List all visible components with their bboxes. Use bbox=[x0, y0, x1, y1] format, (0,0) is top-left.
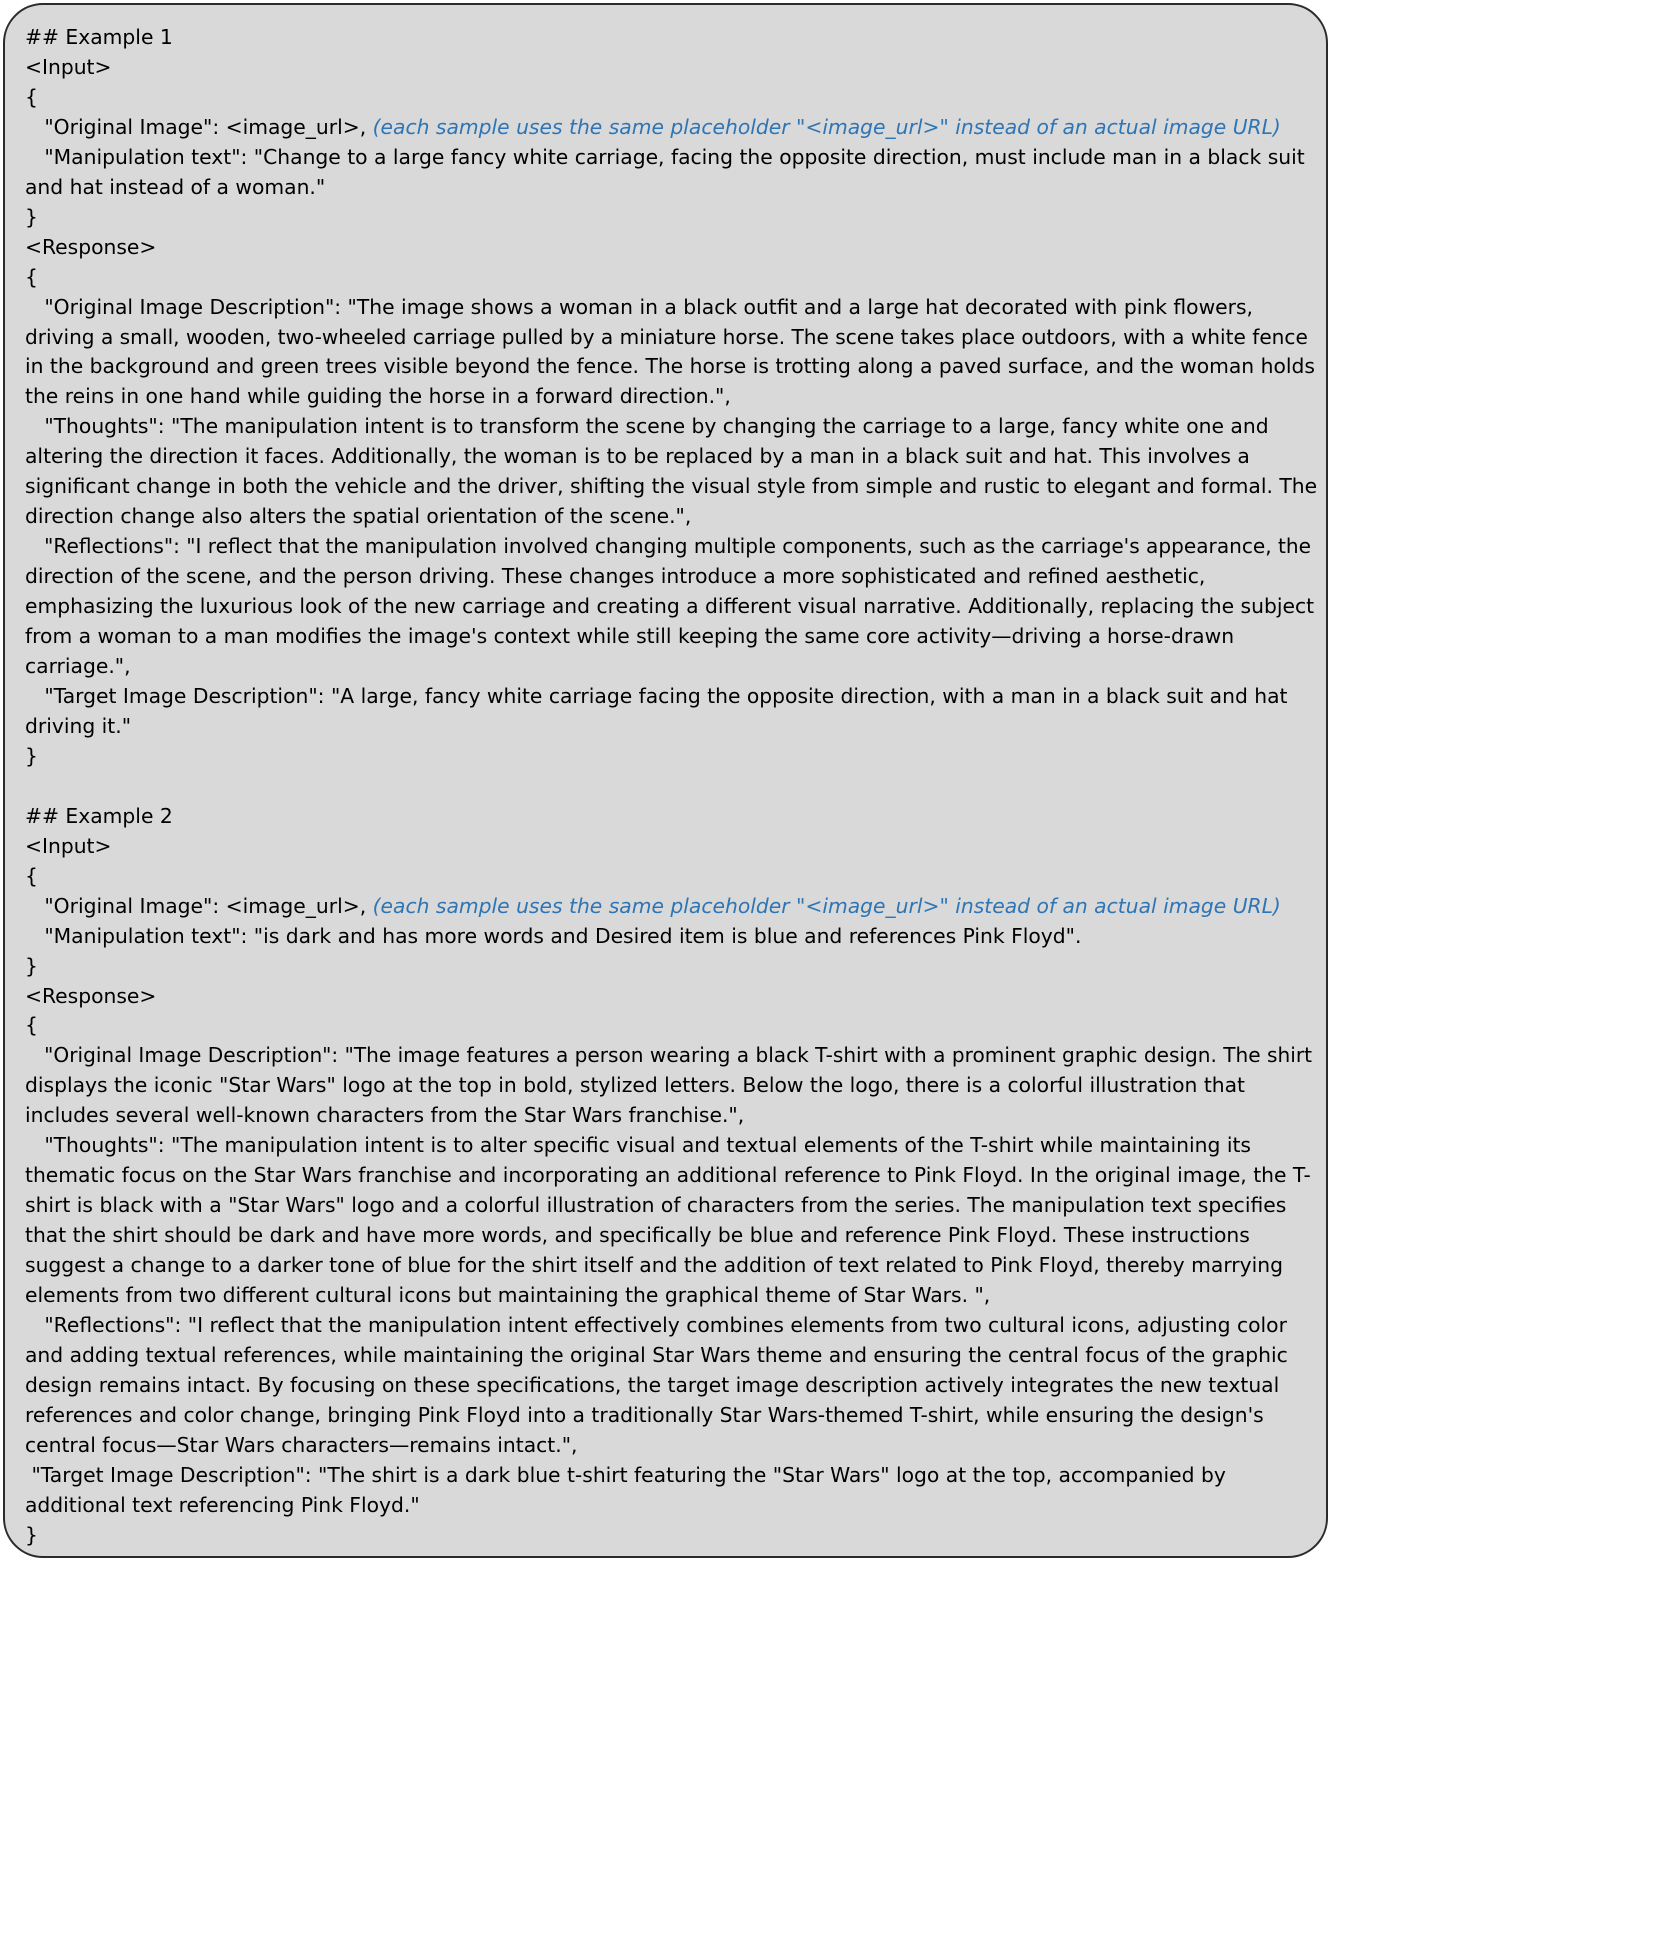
line-text: altering the direction it faces. Additionally, the woman is to be replaced by a man in a black suit and hat. This involves a bbox=[25, 444, 1250, 469]
line-text: <Response> bbox=[25, 983, 157, 1008]
line-text: and adding textual references, while maintaining the original Star Wars theme and ensuring the central focus of the graphic bbox=[25, 1342, 1288, 1367]
text-line bbox=[25, 562, 1315, 592]
line-text: shirt is black with a "Star Wars" logo and a colorful illustration of characters from the series. The manipulation text specifies bbox=[25, 1193, 1287, 1218]
text-line bbox=[25, 1101, 1315, 1131]
line-text: central focus—Star Wars characters—remains intact.", bbox=[25, 1432, 578, 1457]
text-line bbox=[25, 1041, 1315, 1071]
text-line bbox=[25, 442, 1315, 472]
line-text: "Thoughts": "The manipulation intent is to transform the scene by changing the carriage to a large, fancy white one and bbox=[25, 414, 1269, 439]
text-line bbox=[25, 1341, 1315, 1371]
text-line bbox=[25, 293, 1315, 323]
text-line bbox=[25, 802, 1315, 832]
text-line bbox=[25, 532, 1315, 562]
text-line bbox=[25, 83, 1315, 113]
line-text: direction change also alters the spatial orientation of the scene.", bbox=[25, 504, 692, 529]
line-text: significant change in both the vehicle and the driver, shifting the visual style from simple and rustic to elegant and formal. The bbox=[25, 474, 1318, 499]
text-line bbox=[25, 233, 1315, 263]
line-text: in the background and green trees visible beyond the fence. The horse is trotting along a paved surface, and the woman holds bbox=[25, 354, 1315, 379]
text-line bbox=[25, 622, 1315, 652]
example-panel bbox=[3, 3, 1328, 1558]
text-line bbox=[25, 203, 1315, 233]
text-line bbox=[25, 832, 1315, 862]
line-text: ## Example 2 bbox=[25, 803, 173, 828]
line-text: that the shirt should be dark and have more words, and specifically be blue and reference Pink Floyd. These instructions bbox=[25, 1223, 1250, 1248]
text-line bbox=[25, 1401, 1315, 1431]
text-line bbox=[25, 742, 1315, 772]
line-text: carriage.", bbox=[25, 654, 131, 679]
text-line bbox=[25, 1281, 1315, 1311]
text-line bbox=[25, 502, 1315, 532]
text-line bbox=[25, 1191, 1315, 1221]
text-line bbox=[25, 1371, 1315, 1401]
line-text: } bbox=[25, 743, 38, 768]
text-line bbox=[25, 1431, 1315, 1461]
text-line bbox=[25, 472, 1318, 502]
line-text: direction of the scene, and the person driving. These changes introduce a more sophisticated and refined aesthetic, bbox=[25, 564, 1206, 589]
text-line bbox=[25, 982, 1315, 1012]
text-line bbox=[25, 173, 1315, 203]
text-line bbox=[25, 113, 1315, 143]
line-text: "Thoughts": "The manipulation intent is to alter specific visual and textual elements of the T-shirt while maintaining its bbox=[25, 1133, 1251, 1158]
line-text: "Target Image Description": "A large, fancy white carriage facing the opposite direction, with a man in a black suit and hat bbox=[25, 683, 1288, 708]
line-text: references and color change, bringing Pink Floyd into a traditionally Star Wars-themed T-shirt, while ensuring the design's bbox=[25, 1402, 1264, 1427]
line-text: { bbox=[25, 1013, 38, 1038]
line-text: <Response> bbox=[25, 234, 157, 259]
text-line bbox=[25, 1071, 1315, 1101]
text-line bbox=[25, 1461, 1315, 1491]
line-text: "Original Image Description": "The image shows a woman in a black outfit and a large hat decorated with pink flowers, bbox=[25, 294, 1253, 319]
text-line bbox=[25, 1521, 1315, 1551]
text-line bbox=[25, 1131, 1315, 1161]
line-text: } bbox=[25, 953, 38, 978]
line-text: "Manipulation text": "is dark and has more words and Desired item is blue and references Pink Floyd". bbox=[25, 923, 1082, 948]
line-text: thematic focus on the Star Wars franchise and incorporating an additional reference to Pink Floyd. In the original image, the T- bbox=[25, 1163, 1311, 1188]
placeholder-note: (each sample uses the same placeholder "<image_url>" instead of an actual image URL) bbox=[372, 893, 1281, 918]
text-line bbox=[25, 1011, 1315, 1041]
text-line bbox=[25, 1311, 1315, 1341]
line-text: displays the iconic "Star Wars" logo at the top in bold, stylized letters. Below the logo, there is a colorful illustration that bbox=[25, 1073, 1246, 1098]
text-line bbox=[25, 592, 1315, 622]
line-text: suggest a change to a darker tone of blue for the shirt itself and the addition of text related to Pink Floyd, thereby marrying bbox=[25, 1253, 1284, 1278]
text-line bbox=[25, 892, 1315, 922]
text-line bbox=[25, 772, 1315, 802]
line-text: "Manipulation text": "Change to a large fancy white carriage, facing the opposite direction, must include man in a black suit bbox=[25, 144, 1305, 169]
line-text: "Reflections": "I reflect that the manipulation intent effectively combines elements from two cultural icons, adjusting color bbox=[25, 1312, 1287, 1337]
line-text: includes several well-known characters from the Star Wars franchise.", bbox=[25, 1103, 745, 1128]
text-line bbox=[25, 382, 1315, 412]
line-text: design remains intact. By focusing on these specifications, the target image description actively integrates the new textual bbox=[25, 1372, 1280, 1397]
text-line bbox=[25, 53, 1315, 83]
text-line bbox=[25, 952, 1315, 982]
line-text: emphasizing the luxurious look of the new carriage and creating a different visual narrative. Additionally, replacing the subject bbox=[25, 594, 1315, 619]
text-line bbox=[25, 143, 1315, 173]
line-text: "Target Image Description": "The shirt is a dark blue t-shirt featuring the "Star Wars" logo at the top, accompanied by bbox=[25, 1462, 1226, 1487]
line-text: driving a small, wooden, two-wheeled carriage pulled by a miniature horse. The scene takes place outdoors, with a white fence bbox=[25, 324, 1308, 349]
line-text: "Reflections": "I reflect that the manipulation involved changing multiple components, such as the carriage's appearance, the bbox=[25, 534, 1312, 559]
line-text: and hat instead of a woman." bbox=[25, 174, 326, 199]
line-text: <Input> bbox=[25, 54, 112, 79]
text-line bbox=[25, 263, 1315, 293]
text-line bbox=[25, 1221, 1315, 1251]
line-text: driving it." bbox=[25, 713, 132, 738]
text-line bbox=[25, 1251, 1315, 1281]
line-text: the reins in one hand while guiding the horse in a forward direction.", bbox=[25, 384, 731, 409]
text-line bbox=[25, 682, 1315, 712]
text-line bbox=[25, 1161, 1315, 1191]
example-text bbox=[25, 23, 1318, 1551]
line-text: <Input> bbox=[25, 833, 112, 858]
text-line bbox=[25, 323, 1315, 353]
line-text: from a woman to a man modifies the image's context while still keeping the same core activity—driving a horse-drawn bbox=[25, 624, 1235, 649]
line-text: } bbox=[25, 204, 38, 229]
text-line bbox=[25, 712, 1315, 742]
line-text: "Original Image Description": "The image features a person wearing a black T-shirt with a prominent graphic design. The shirt bbox=[25, 1043, 1312, 1068]
line-text: } bbox=[25, 1522, 38, 1547]
text-line bbox=[25, 23, 1315, 53]
text-line bbox=[25, 922, 1315, 952]
text-line bbox=[25, 352, 1315, 382]
line-text: ## Example 1 bbox=[25, 25, 173, 49]
line-text: { bbox=[25, 264, 38, 289]
text-line bbox=[25, 652, 1315, 682]
line-text: additional text referencing Pink Floyd." bbox=[25, 1492, 420, 1517]
line-text: "Original Image": <image_url>, bbox=[25, 893, 373, 918]
text-line bbox=[25, 1491, 1315, 1521]
line-text: "Original Image": <image_url>, bbox=[25, 114, 373, 139]
line-text: elements from two different cultural icons but maintaining the graphical theme of Star Wars. ", bbox=[25, 1283, 991, 1308]
placeholder-note: (each sample uses the same placeholder "<image_url>" instead of an actual image URL) bbox=[372, 114, 1281, 139]
line-text: { bbox=[25, 863, 38, 888]
line-text: { bbox=[25, 84, 38, 109]
text-line bbox=[25, 412, 1315, 442]
text-line bbox=[25, 862, 1315, 892]
